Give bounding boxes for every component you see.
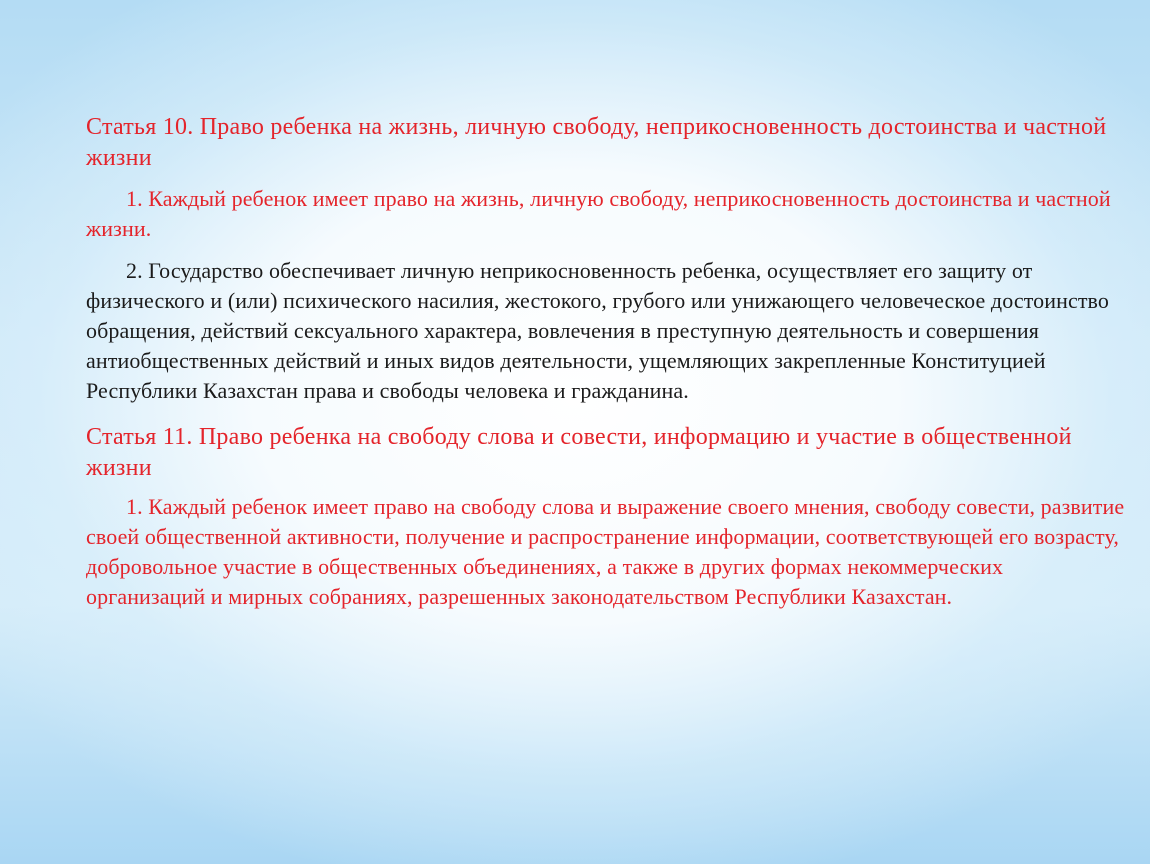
slide-content [86, 112, 1126, 612]
article-11-paragraph-1: 1. Каждый ребенок имеет право на свободу слова и выражение своего мнения, свободу совести, развитие своей общественной активности, получение и распространение информации, соответствующей его возрасту, добровольное участие в общественных объединениях, а также в других формах некоммерческих организаций и мирных собраниях, разрешенных законодательством Республики Казахстан. [86, 494, 1125, 609]
article-10-title: Статья 10. Право ребенка на жизнь, личную свободу, неприкосновенность достоинства и частной жизни [86, 114, 1107, 171]
article-11-title: Статья 11. Право ребенка на свободу слова и совести, информацию и участие в общественной жизни [86, 424, 1072, 481]
article-10-paragraph-1: 1. Каждый ребенок имеет право на жизнь, личную свободу, неприкосновенность достоинства и частной жизни. [86, 186, 1111, 241]
article-10-paragraph-2: 2. Государство обеспечивает личную неприкосновенность ребенка, осуществляет его защиту от физического и (или) психического насилия, жестокого, грубого или унижающего человеческое достоинство обращения, действий сексуального характера, вовлечения в преступную деятельность и совершения антиобщественных действий и иных видов деятельности, ущемляющих закрепленные Конституцией Республики Казахстан права и свободы человека и гражданина. [86, 258, 1109, 403]
